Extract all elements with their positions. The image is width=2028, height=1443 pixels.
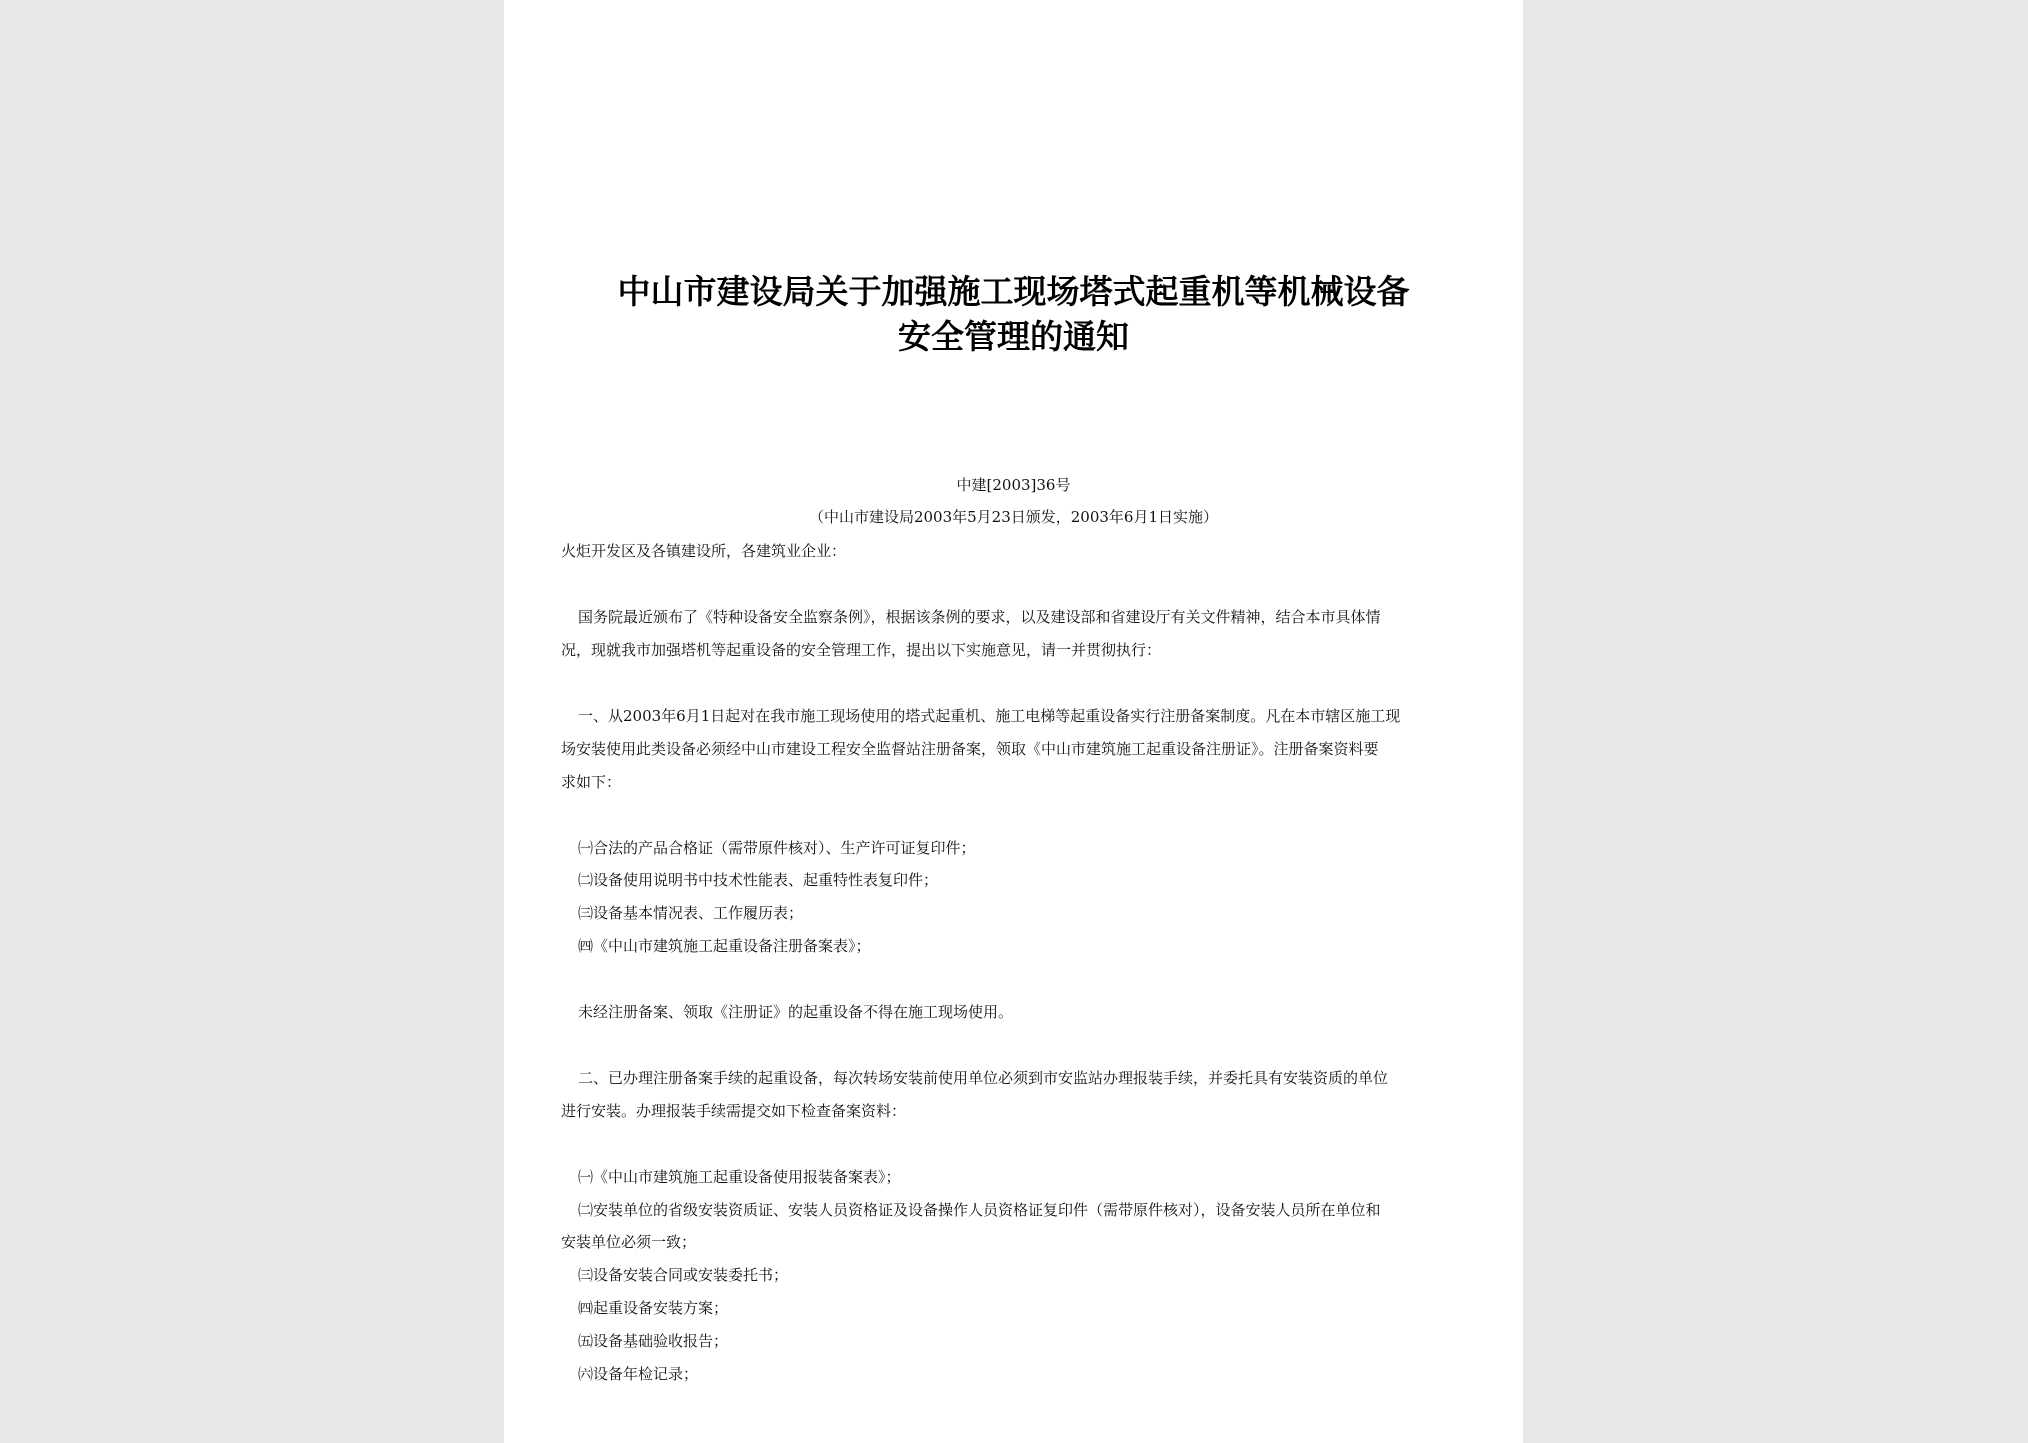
intro-line: 国务院最近颁布了《特种设备安全监察条例》，根据该条例的要求，以及建设部和省建设厅有关文件精神，结合本市具体情	[578, 608, 1381, 626]
addressee: 火炬开发区及各镇建设所，各建筑业企业：	[561, 542, 847, 560]
section2-item: ㈤设备基础验收报告；	[578, 1332, 729, 1350]
section2-item: ㈡安装单位的省级安装资质证、安装人员资格证及设备操作人员资格证复印件（需带原件核对），设备安装人员所在单位和	[578, 1201, 1381, 1219]
section2-line: 二、已办理注册备案手续的起重设备，每次转场安装前使用单位必须到市安监站办理报装手续，并委托具有安装资质的单位	[578, 1069, 1389, 1087]
document-number: 中建[2003]36号	[956, 476, 1071, 494]
section2-item: 安装单位必须一致；	[561, 1233, 697, 1251]
section2-item: ㈥设备年检记录；	[578, 1365, 699, 1383]
section1-item: ㈠合法的产品合格证（需带原件核对）、生产许可证复印件；	[578, 839, 976, 857]
document-title-line2: 安全管理的通知	[898, 317, 1129, 356]
section1-item: ㈡设备使用说明书中技术性能表、起重特性表复印件；	[578, 871, 939, 889]
section2-line: 进行安装。办理报装手续需提交如下检查备案资料：	[561, 1102, 907, 1120]
document-page	[504, 0, 1523, 1443]
section1-item: ㈣《中山市建筑施工起重设备注册备案表》；	[578, 937, 871, 955]
section1-line: 一、从2003年6月1日起对在我市施工现场使用的塔式起重机、施工电梯等起重设备实行注册备案制度。凡在本市辖区施工现	[578, 707, 1401, 725]
section2-item: ㈠《中山市建筑施工起重设备使用报装备案表》；	[578, 1168, 901, 1186]
section1-line: 求如下：	[561, 773, 622, 791]
section1-note: 未经注册备案、领取《注册证》的起重设备不得在施工现场使用。	[578, 1003, 1014, 1021]
document-title-line1: 中山市建设局关于加强施工现场塔式起重机等机械设备	[617, 272, 1410, 311]
section2-item: ㈣起重设备安装方案；	[578, 1299, 729, 1317]
section1-line: 场安装使用此类设备必须经中山市建设工程安全监督站注册备案，领取《中山市建筑施工起重设备注册证》。注册备案资料要	[561, 740, 1379, 758]
section2-item: ㈢设备安装合同或安装委托书；	[578, 1266, 789, 1284]
intro-line: 况，现就我市加强塔机等起重设备的安全管理工作，提出以下实施意见，请一并贯彻执行：	[561, 641, 1162, 659]
issue-info: （中山市建设局2003年5月23日颁发，2003年6月1日实施）	[808, 508, 1219, 526]
section1-item: ㈢设备基本情况表、工作履历表；	[578, 904, 804, 922]
